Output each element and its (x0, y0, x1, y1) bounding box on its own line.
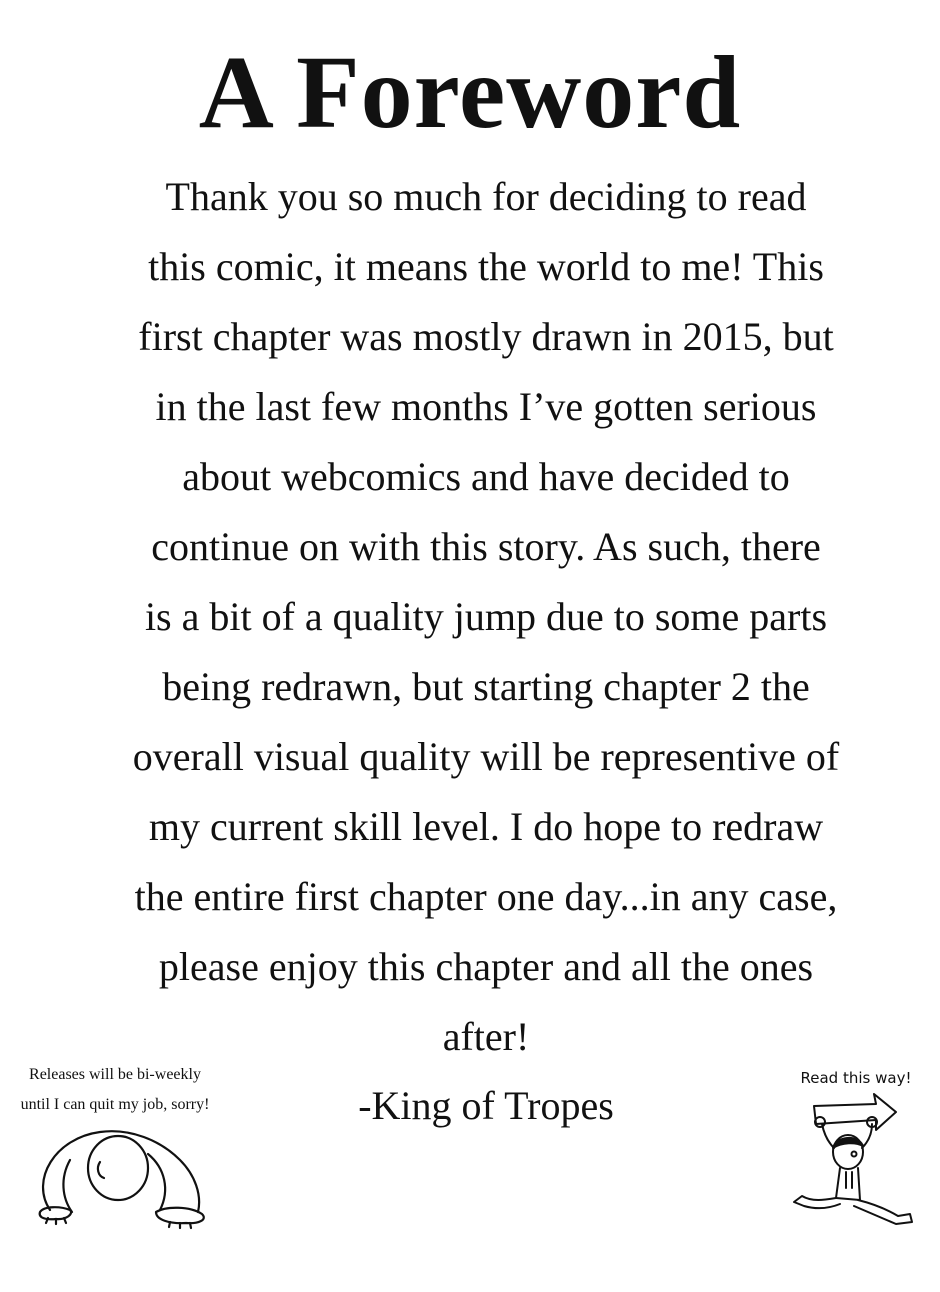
body-line: my current skill level. I do hope to redraw (148, 804, 824, 849)
body-line: continue on with this story. As such, there (151, 524, 821, 569)
signature: -King of Tropes (358, 1083, 614, 1128)
body-line: Thank you so much for deciding to read (165, 174, 807, 219)
bowing-figure-icon (30, 1120, 220, 1230)
body-line: this comic, it means the world to me! This (148, 244, 824, 289)
body-line: first chapter was mostly drawn in 2015, but (138, 314, 834, 359)
release-note-line: until I can quit my job, sorry! (20, 1096, 210, 1113)
running-figure-with-arrow-sign-icon (784, 1090, 924, 1230)
body-line: overall visual quality will be representive of (132, 734, 840, 779)
release-note-line: Releases will be bi-weekly (29, 1066, 201, 1083)
foreword-body (100, 162, 872, 1072)
body-line: the entire first chapter one day...in any case, (134, 874, 838, 919)
body-line: after! (442, 1014, 530, 1059)
body-line: about webcomics and have decided to (182, 454, 790, 499)
body-line: is a bit of a quality jump due to some parts (144, 594, 828, 639)
body-line: being redrawn, but starting chapter 2 the (162, 664, 810, 709)
body-line: please enjoy this chapter and all the ones (158, 944, 814, 989)
body-line: in the last few months I’ve gotten serious (155, 384, 817, 429)
page-title: A Foreword (198, 35, 742, 150)
release-note (0, 1060, 230, 1120)
read-direction-note: Read this way! (800, 1069, 912, 1087)
